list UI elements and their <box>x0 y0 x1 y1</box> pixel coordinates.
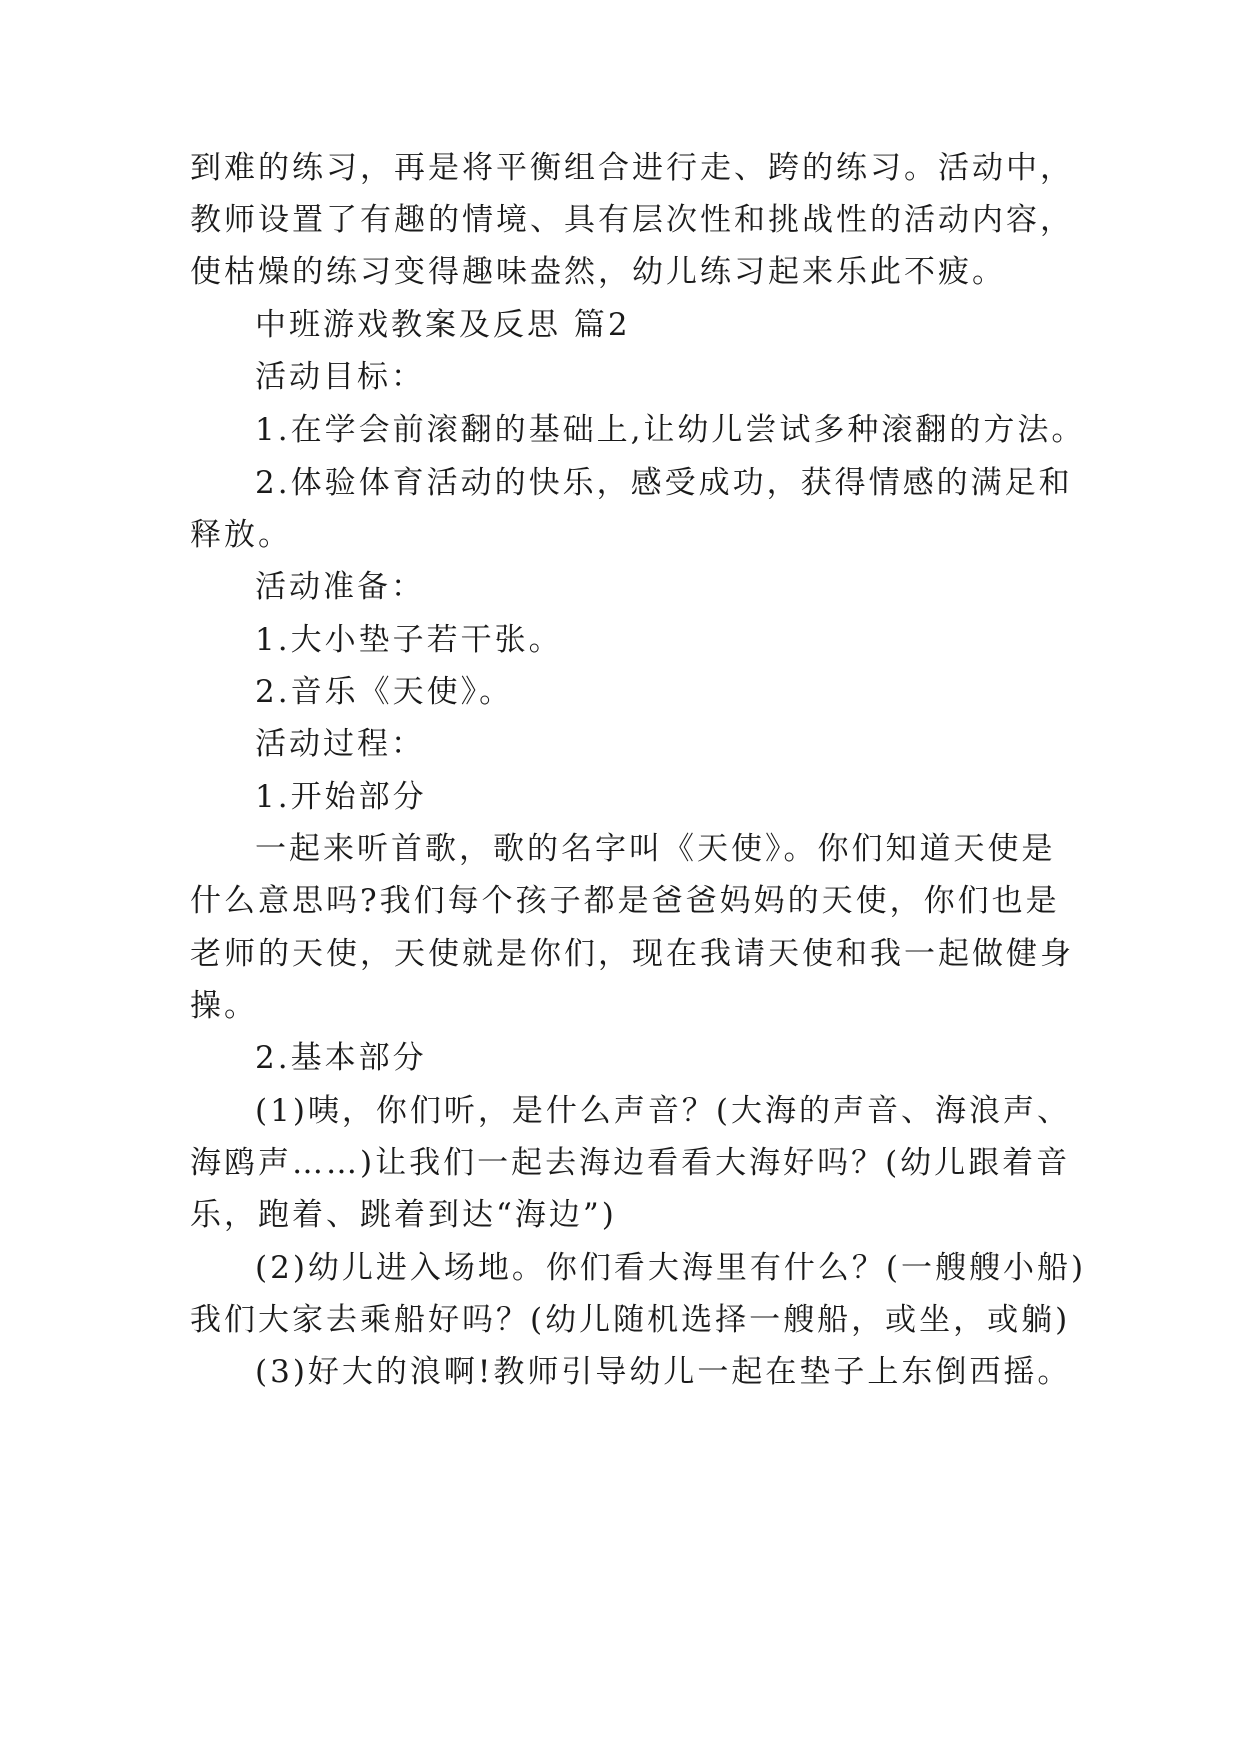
paragraph-line: 使枯燥的练习变得趣味盎然，幼儿练习起来乐此不疲。 <box>190 254 1006 290</box>
list-item: 2.音乐《天使》。 <box>255 674 514 710</box>
paragraph-line: 一起来听首歌，歌的名字叫《天使》。你们知道天使是 <box>255 831 1056 867</box>
paragraph-line: 海鸥声……)让我们一起去海边看看大海好吗？(幼儿跟着音 <box>190 1145 1071 1181</box>
section-heading: 中班游戏教案及反思 篇2 <box>255 307 631 343</box>
paragraph-line: 教师设置了有趣的情境、具有层次性和挑战性的活动内容， <box>190 202 1074 238</box>
subheading-goals: 活动目标： <box>255 359 425 395</box>
paragraph-line: 乐，跑着、跳着到达“海边”) <box>190 1197 617 1233</box>
paragraph-line: 什么意思吗?我们每个孩子都是爸爸妈妈的天使，你们也是 <box>190 883 1060 919</box>
list-item: 2.体验体育活动的快乐，感受成功，获得情感的满足和 <box>255 465 1073 501</box>
paragraph-line: 我们大家去乘船好吗？(幼儿随机选择一艘船，或坐，或躺) <box>190 1302 1071 1338</box>
list-item: 1.在学会前滚翻的基础上,让幼儿尝试多种滚翻的方法。 <box>255 412 1086 448</box>
list-item: 1.大小垫子若干张。 <box>255 622 563 658</box>
paragraph-line: (3)好大的浪啊!教师引导幼儿一起在垫子上东倒西摇。 <box>255 1354 1072 1390</box>
paragraph-line: 释放。 <box>190 517 292 553</box>
paragraph-line: (1)咦，你们听，是什么声音？(大海的声音、海浪声、 <box>255 1093 1072 1129</box>
paragraph-line: (2)幼儿进入场地。你们看大海里有什么？(一艘艘小船) <box>255 1250 1087 1286</box>
list-item: 1.开始部分 <box>255 779 427 815</box>
paragraph-line: 到难的练习，再是将平衡组合进行走、跨的练习。活动中， <box>190 150 1074 186</box>
list-item: 2.基本部分 <box>255 1040 427 1076</box>
subheading-process: 活动过程： <box>255 726 425 762</box>
paragraph-line: 操。 <box>190 988 258 1024</box>
subheading-prep: 活动准备： <box>255 569 425 605</box>
paragraph-line: 老师的天使，天使就是你们，现在我请天使和我一起做健身 <box>190 936 1074 972</box>
